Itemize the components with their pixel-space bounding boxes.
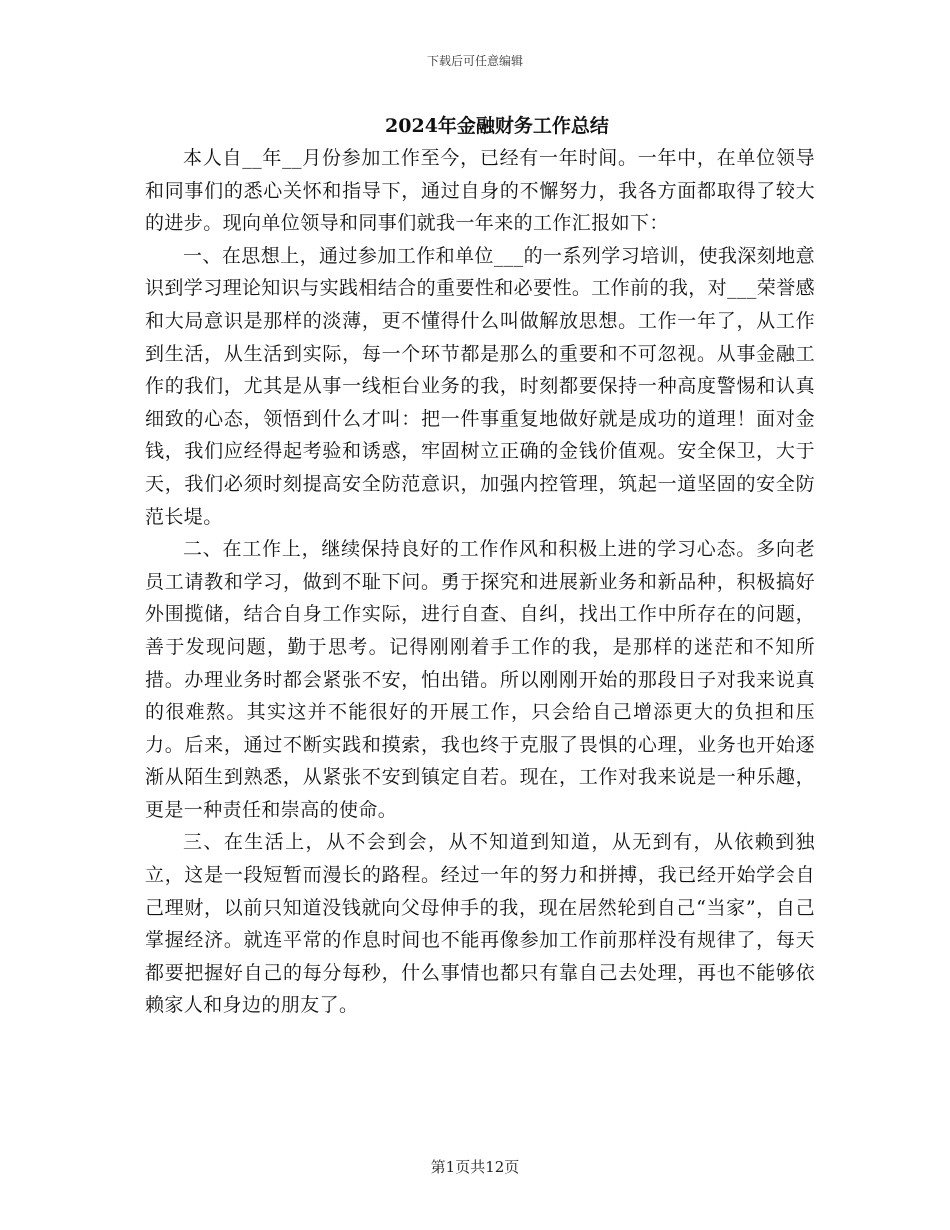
header-note: 下载后可任意编辑	[426, 54, 523, 68]
paragraph-thought: 一、在思想上，通过参加工作和单位___的一系列学习培训，使我深刻地意识到学习理论知识与实践相结合的重要性和必要性。工作前的我，对___荣誉感和大局意识是那样的淡薄，更不懂得什么叫做解放思想。工作一年了，从工作到生活，从生活到实际，每一个环节都是那么的重要和不可忽视。从事金融工作的我们，尤其是从事一线柜台业务的我，时刻都要保持一种高度警惕和认真细致的心态，领悟到什么才叫：把一件事重复地做好就是成功的道理！面对金钱，我们应经得起考验和诱惑，牢固树立正确的金钱价值观。安全保卫，大于天，我们必须时刻提高安全防范意识，加强内控管理，筑起一道坚固的安全防范长堤。	[145, 244, 815, 528]
paragraph-life: 三、在生活上，从不会到会，从不知道到知道，从无到有，从依赖到独立，这是一段短暂而漫长的路程。经过一年的努力和拼搏，我已经开始学会自己理财，以前只知道没钱就向父母伸手的我，现在居然轮到自己“当家”，自己掌握经济。就连平常的作息时间也不能再像参加工作前那样没有规律了，每天都要把握好自己的每分每秒，什么事情也都只有靠自己去处理，再也不能够依赖家人和身边的朋友了。	[145, 831, 815, 1017]
paragraph-intro: 本人自__年__月份参加工作至今，已经有一年时间。一年中，在单位领导和同事们的悉心关怀和指导下，通过自身的不懈努力，我各方面都取得了较大的进步。现向单位领导和同事们就我一年来的工作汇报如下：	[145, 147, 815, 235]
document-title: 2024年金融财务工作总结	[385, 115, 609, 137]
paragraph-work: 二、在工作上，继续保持良好的工作作风和积极上进的学习心态。多向老员工请教和学习，做到不耻下问。勇于探究和进展新业务和新品种，积极搞好外围揽储，结合自身工作实际，进行自查、自纠，找出工作中所存在的问题，善于发现问题，勤于思考。记得刚刚着手工作的我，是那样的迷茫和不知所措。办理业务时都会紧张不安，怕出错。所以刚刚开始的那段日子对我来说真的很难熬。其实这并不能很好的开展工作，只会给自己增添更大的负担和压力。后来，通过不断实践和摸索，我也终于克服了畏惧的心理，业务也开始逐渐从陌生到熟悉，从紧张不安到镇定自若。现在，工作对我来说是一种乐趣，更是一种责任和崇高的使命。	[145, 538, 815, 821]
document-body	[145, 142, 815, 1022]
page-number: 第1页共12页	[430, 1158, 520, 1176]
